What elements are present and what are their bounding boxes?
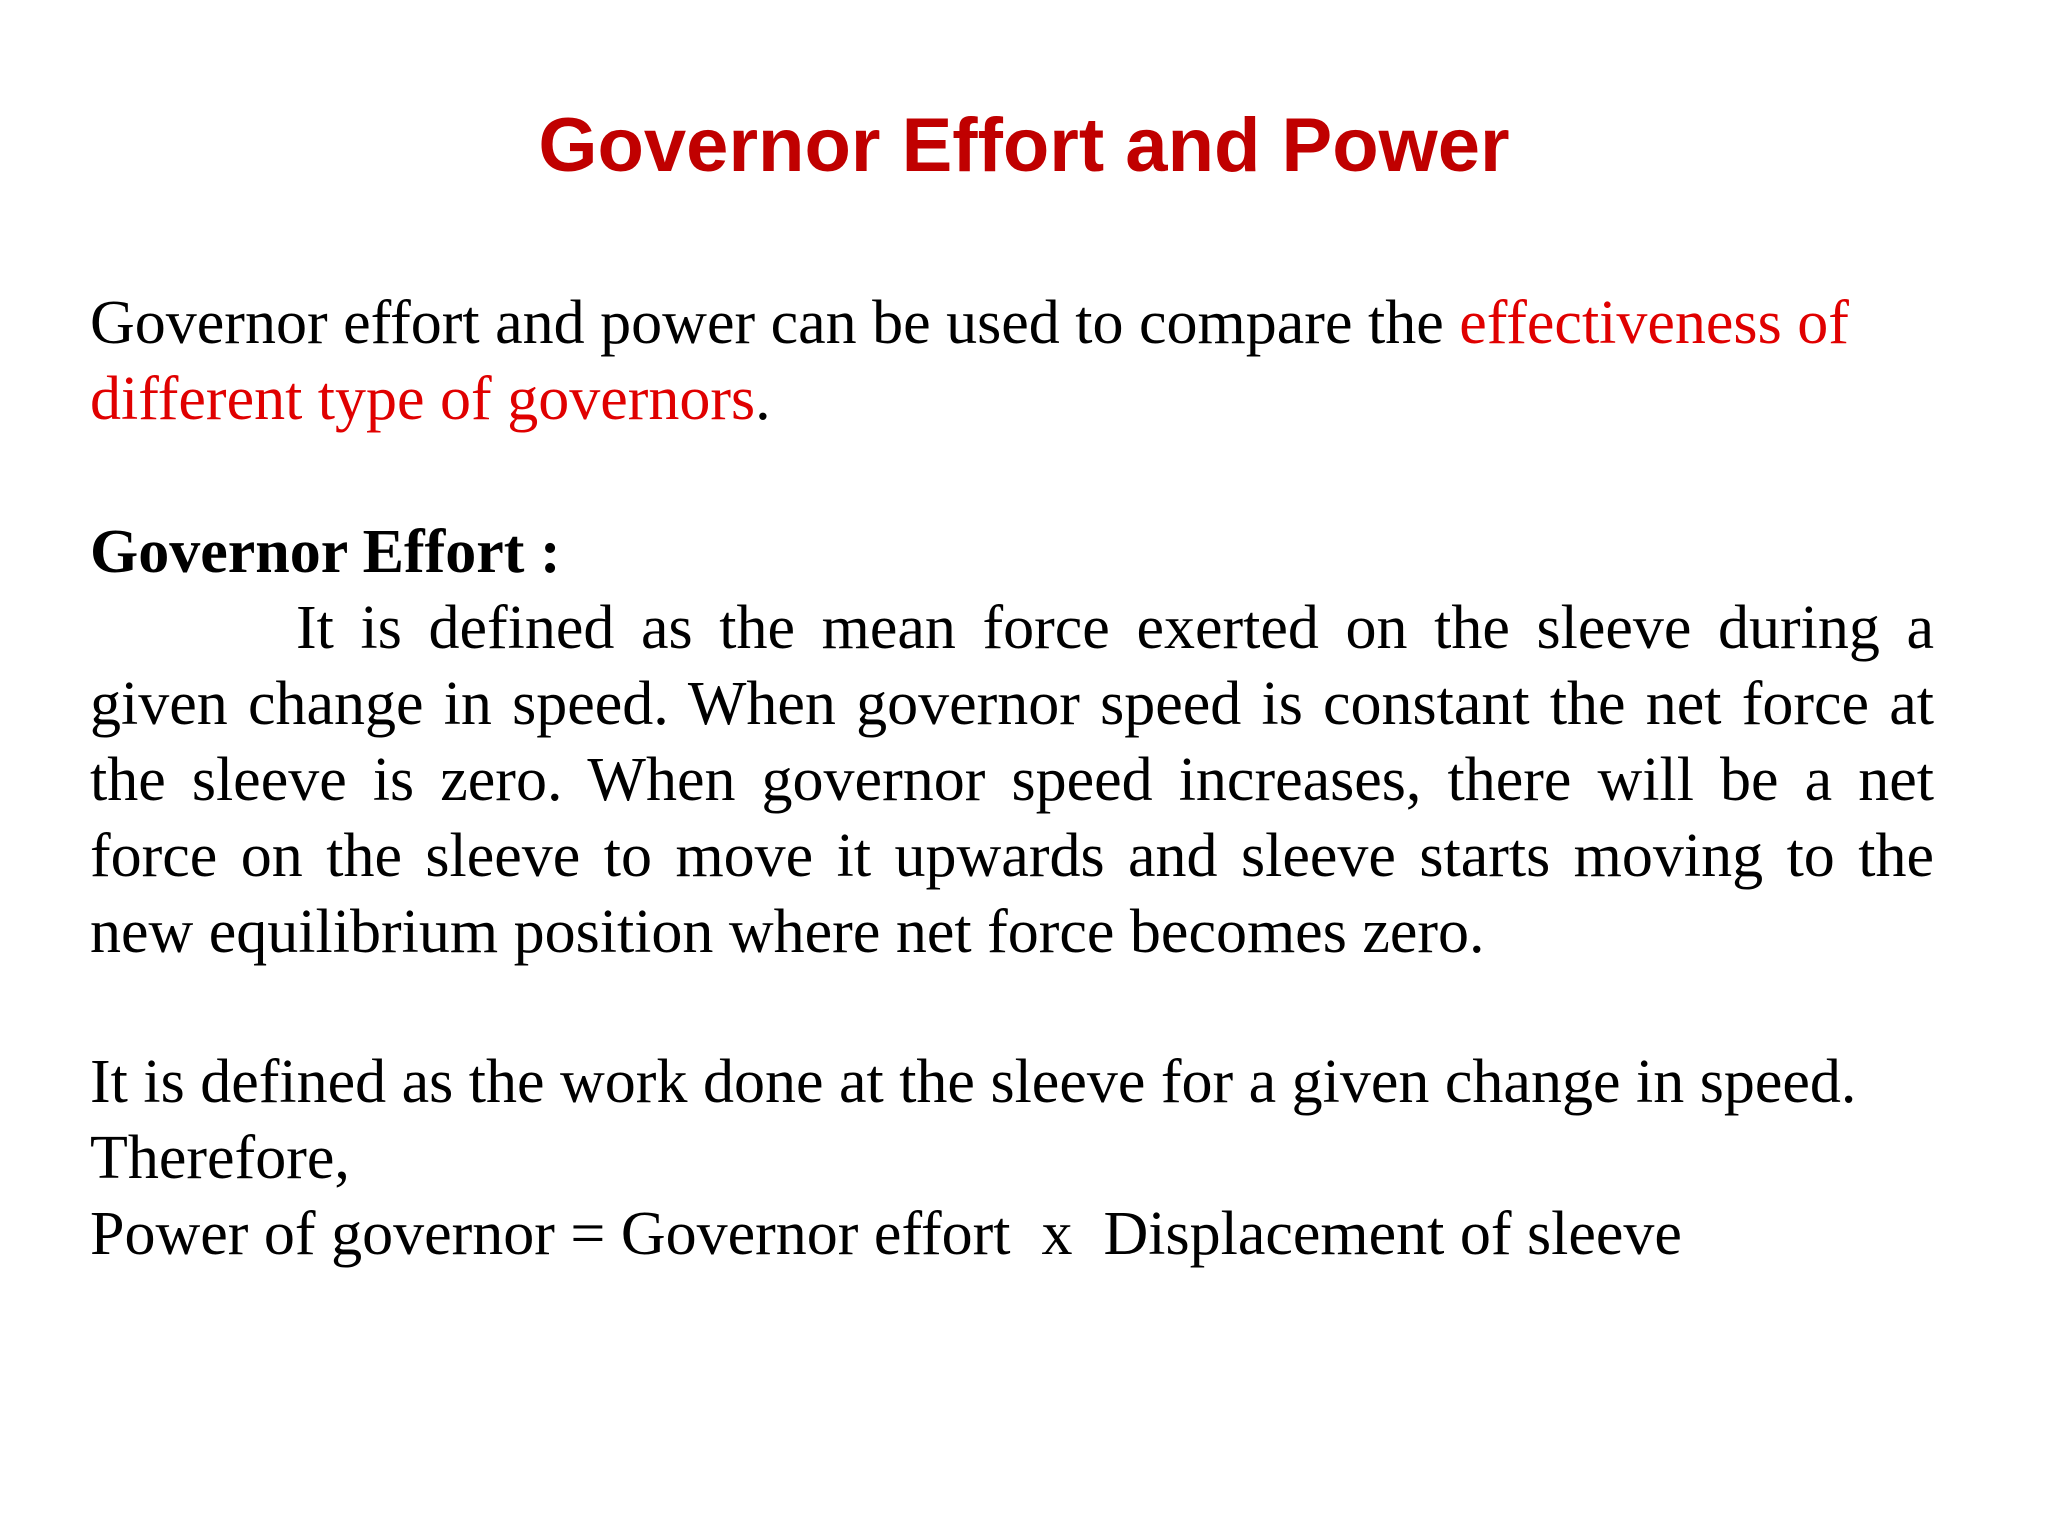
intro-highlight: effectiveness of different type of governors <box>90 289 1849 433</box>
slide-title: Governor Effort and Power <box>538 103 1510 188</box>
power-formula: Power of governor = Governor effort x Displacement of sleeve <box>90 1200 1682 1268</box>
power-section <box>90 1044 1960 1272</box>
effort-description: It is defined as the mean force exerted on the sleeve during a given change in speed. When governor speed is constant the net force at the sleeve is zero. When governor speed increases, there will be a net force on the sleeve to move it upwards and sleeve starts moving to the new equilibrium position where net force becomes zero. <box>90 594 1934 966</box>
power-definition: It is defined as the work done at the sleeve for a given change in speed. <box>90 1048 1857 1116</box>
intro-period: . <box>755 365 771 433</box>
intro-paragraph <box>90 285 1960 437</box>
effort-heading: Governor Effort : <box>90 518 561 586</box>
intro-text: Governor effort and power can be used to compare the <box>90 289 1460 357</box>
power-therefore: Therefore, <box>90 1124 350 1192</box>
